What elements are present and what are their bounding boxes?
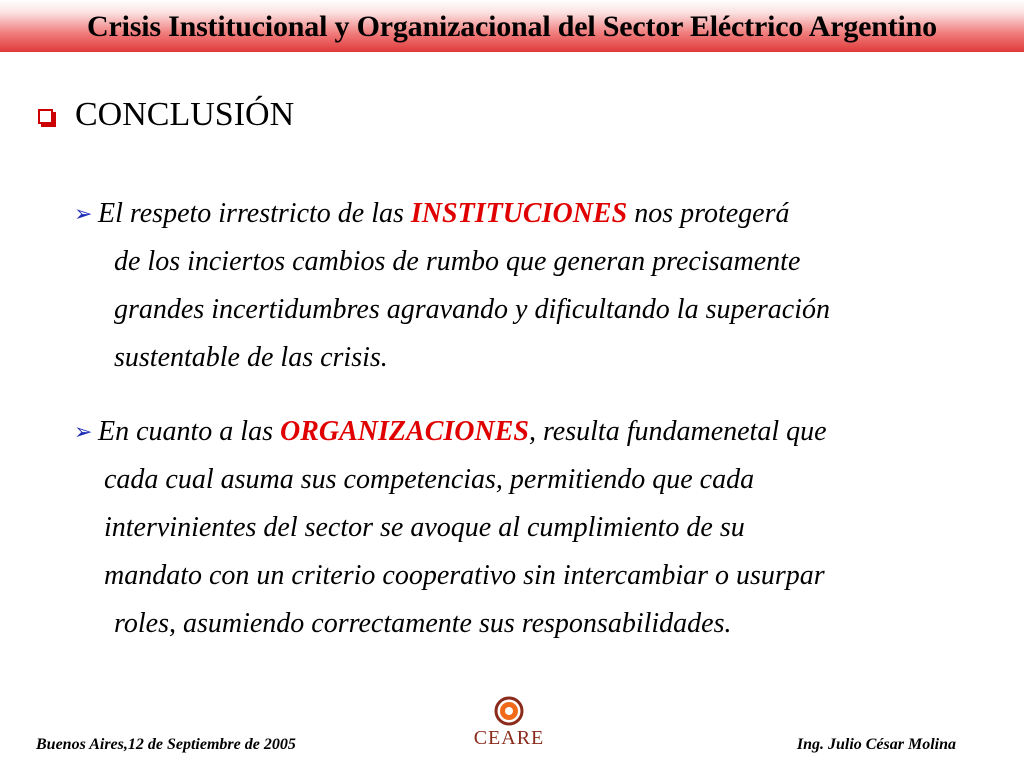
bullet-highlight: INSTITUCIONES	[410, 198, 628, 229]
logo-text: CEARE	[473, 727, 545, 749]
bullet-line: intervinientes del sector se avoque al cumplimiento de su	[104, 512, 745, 543]
heading-text: CONCLUSIÓN	[75, 96, 295, 133]
bullet-line: sustentable de las crisis.	[114, 342, 388, 373]
bullet-pre: En cuanto a las	[98, 416, 280, 447]
bullet-highlight: ORGANIZACIONES	[280, 416, 529, 447]
square-bullet-icon	[38, 109, 53, 124]
arrow-bullet-icon: ➢	[74, 419, 93, 444]
bullet-instituciones	[74, 190, 830, 382]
bullet-line: grandes incertidumbres agravando y dificultando la superación	[114, 294, 830, 325]
bullet-line: de los inciertos cambios de rumbo que generan precisamente	[114, 246, 801, 277]
bullet-post: , resulta fundamenetal que	[528, 416, 827, 447]
bullet-first-line	[74, 408, 827, 456]
page-title: Crisis Institucional y Organizacional del Sector Eléctrico Argentino	[87, 10, 937, 43]
bullet-post: nos protegerá	[627, 198, 790, 229]
logo-mark-icon	[494, 696, 524, 726]
bullet-first-line	[74, 190, 830, 238]
title-bar	[0, 0, 1024, 52]
bullet-pre: El respeto irrestricto de las	[98, 198, 411, 229]
bullet-line: mandato con un criterio cooperativo sin intercambiar o usurpar	[104, 560, 825, 591]
bullet-organizaciones	[74, 408, 827, 648]
arrow-bullet-icon: ➢	[74, 201, 93, 226]
footer-author: Ing. Julio César Molina	[796, 736, 956, 753]
bullet-line: cada cual asuma sus competencias, permitiendo que cada	[104, 464, 755, 495]
bullet-line: roles, asumiendo correctamente sus responsabilidades.	[114, 608, 732, 639]
ceare-logo	[466, 696, 552, 750]
footer-date: Buenos Aires,12 de Septiembre de 2005	[36, 736, 296, 753]
section-heading	[38, 96, 294, 134]
